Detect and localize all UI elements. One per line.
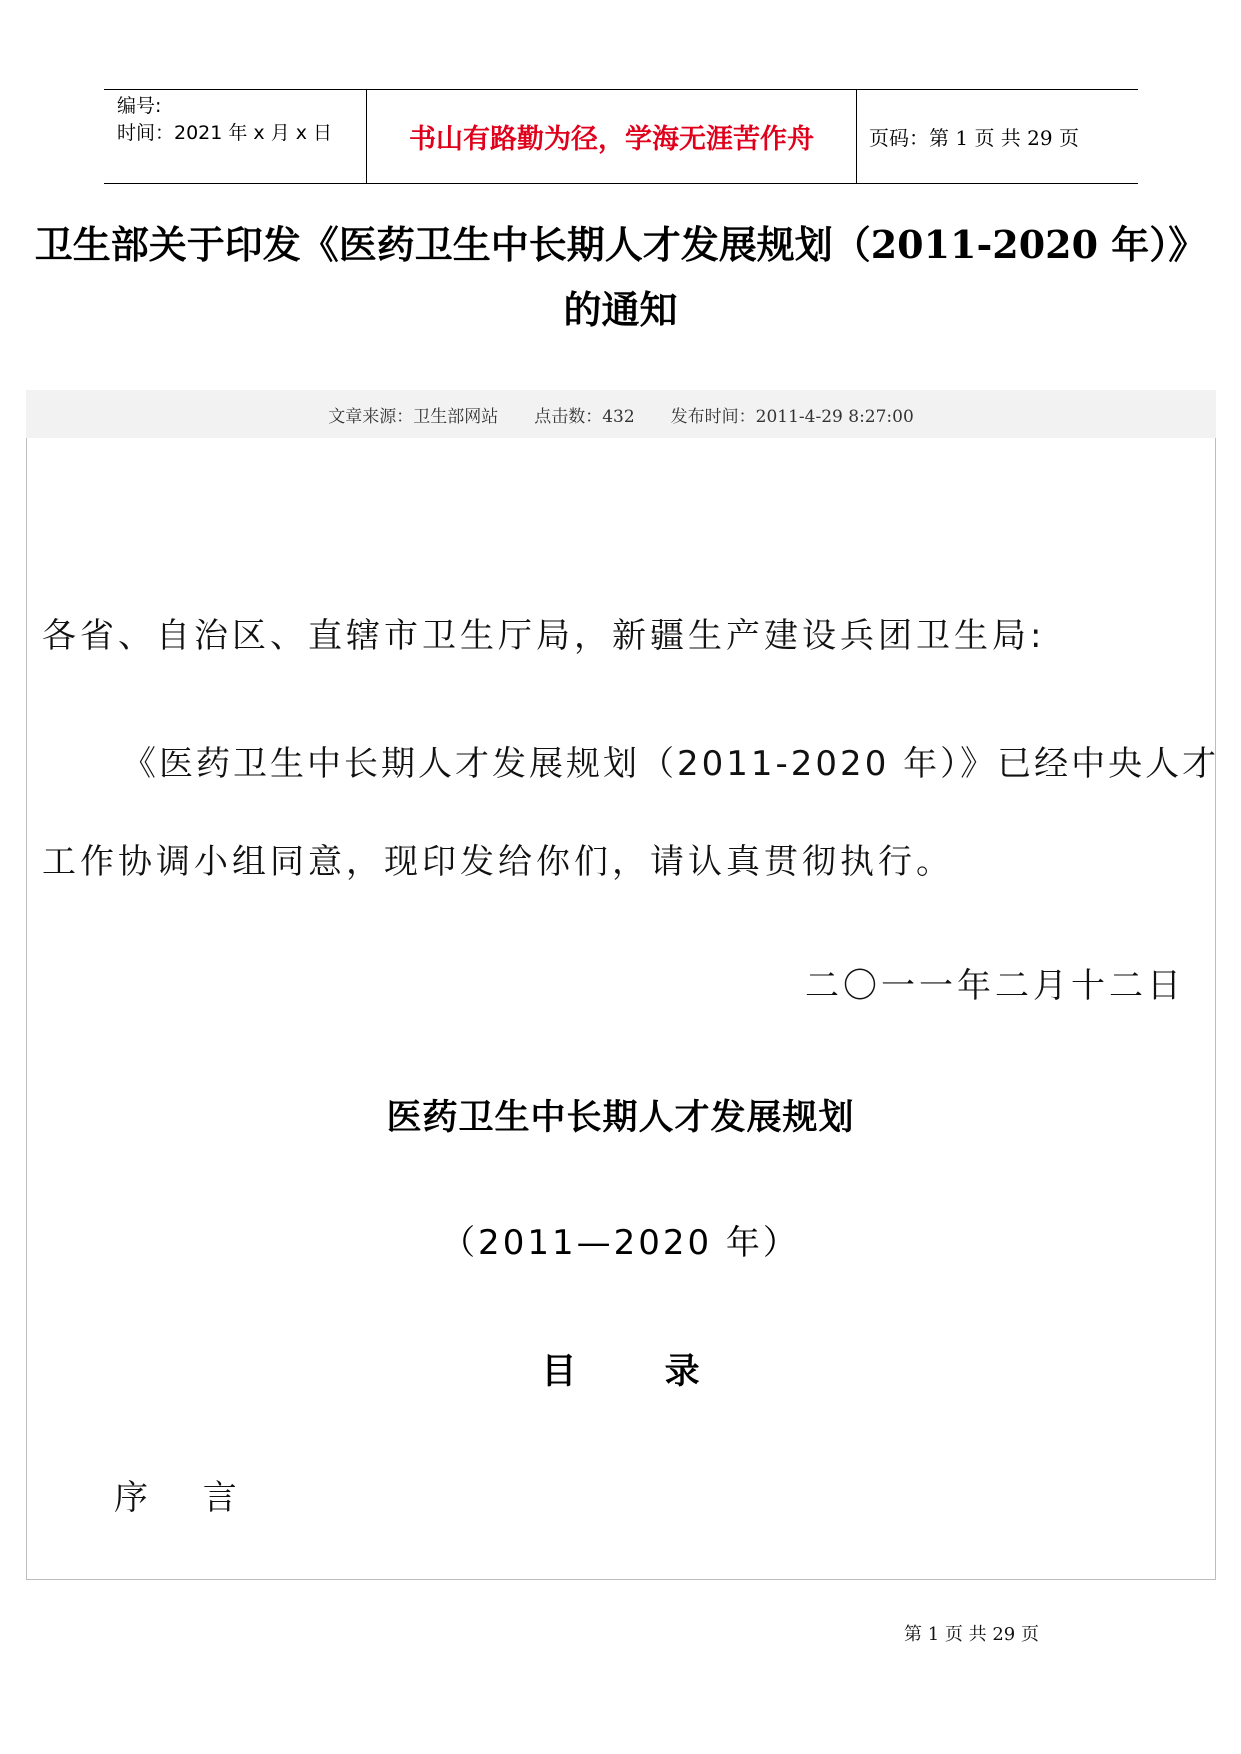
notice-paragraph-line1: 《医药卫生中长期人才发展规划（2011-2020 年）》已经中央人才: [122, 744, 1220, 784]
plan-title: 医药卫生中长期人才发展规划: [386, 1097, 855, 1138]
page-header-table: [104, 89, 1138, 184]
document-title-line2: 的通知: [563, 287, 678, 332]
article-published-time: 发布时间：2011-4-29 8:27:00: [670, 406, 914, 427]
toc-item-preface: 序 言: [114, 1478, 259, 1518]
page-footer: 第 1 页 共 29 页: [904, 1624, 1039, 1645]
document-number-label: 编号:: [117, 95, 162, 117]
toc-heading: 目 录: [541, 1351, 738, 1392]
notice-paragraph-line2: 工作协调小组同意，现印发给你们，请认真贯彻执行。: [42, 842, 954, 882]
salutation-paragraph: 各省、自治区、直辖市卫生厅局，新疆生产建设兵团卫生局:: [42, 616, 1046, 656]
article-info-bar: [26, 390, 1216, 438]
document-time-label: 时间：2021 年 x 月 x 日: [117, 122, 333, 144]
notice-date: 二〇一一年二月十二日: [805, 966, 1185, 1006]
plan-years: （2011—2020 年）: [441, 1223, 800, 1263]
header-motto: 书山有路勤为径，学海无涯苦作舟: [367, 90, 857, 183]
header-meta-cell: [104, 90, 367, 183]
document-title-line1: 卫生部关于印发《医药卫生中长期人才发展规划（2011-2020 年）》: [34, 222, 1207, 267]
article-source: 文章来源：卫生部网站: [328, 406, 499, 427]
article-clicks: 点击数：432: [534, 406, 635, 427]
document-title: [20, 212, 1221, 342]
header-page-info: 页码：第 1 页 共 29 页: [869, 126, 1079, 150]
